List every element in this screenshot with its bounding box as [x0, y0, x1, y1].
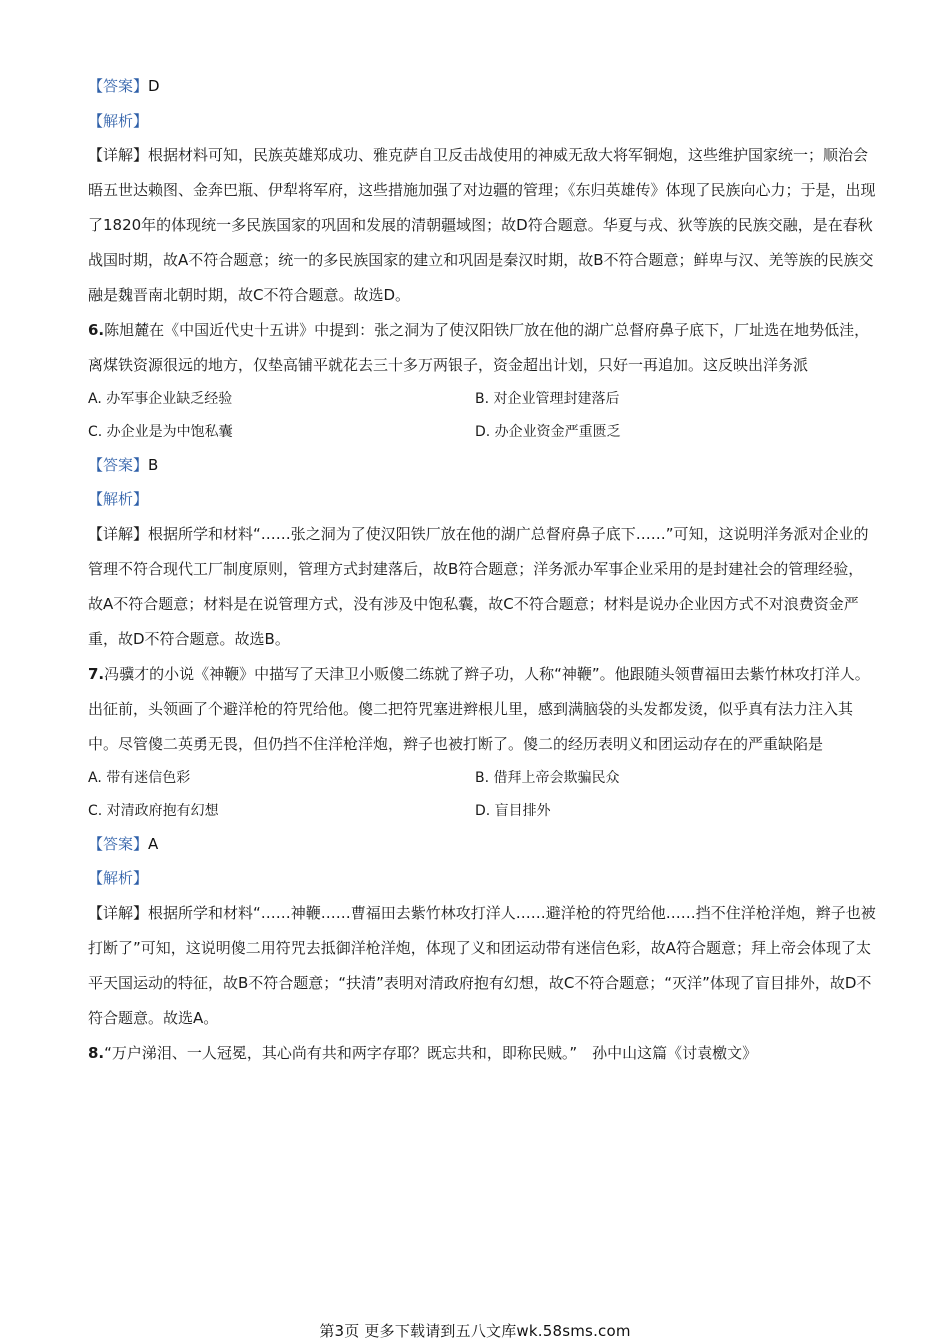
option-a: A. 带有迷信色彩 — [88, 770, 191, 786]
answer-value: D — [148, 77, 160, 95]
detail-label: 【详解】 — [88, 904, 149, 922]
answer-value: B — [148, 456, 159, 474]
question-stem: 陈旭麓在《中国近代史十五讲》中提到：张之洞为了使汉阳铁厂放在他的湖广总督府鼻子底下，厂址选在地势低洼，离煤铁资源很远的地方，仅垫高铺平就花去三十多万两银子，资金超出计划，只好一再追加。这反映出洋务派 — [88, 321, 870, 374]
question-stem: 冯骥才的小说《神鞭》中描写了天津卫小贩傻二练就了辫子功，人称“神鞭”。他跟随头领曹福田去紫竹林攻打洋人。出征前，头领画了个避洋枪的符咒给他。傻二把符咒塞进辫根儿里，感到满脑袋的头发都发烫，似乎真有法力注入其中。尽管傻二英勇无畏，但仍挡不住洋枪洋炮，辫子也被打断了。傻二的经历表明义和团运动存在的严重缺陷是 — [88, 665, 870, 753]
option-c: C. 办企业是为中饱私囊 — [88, 424, 233, 440]
option-d: D. 盲目排外 — [475, 803, 551, 819]
q5-answer-line — [88, 76, 878, 96]
q5-analysis-label — [88, 111, 878, 131]
q5-detail — [88, 138, 878, 313]
option-c: C. 对清政府抱有幻想 — [88, 803, 219, 819]
q7-stem — [88, 657, 878, 762]
q6-options-row2 — [88, 416, 878, 449]
q7-options-row1 — [88, 762, 878, 795]
q6-analysis-label — [88, 482, 878, 517]
detail-text: 根据所学和材料“……神鞭……曹福田去紫竹林攻打洋人……避洋枪的符咒给他……挡不住洋枪洋炮，辫子也被打断了”可知，这说明傻二用符咒去抵御洋枪洋炮，体现了义和团运动带有迷信色彩，故A符合题意；拜上帝会体现了太平天国运动的特征，故B不符合题意；“扶清”表明对清政府抱有幻想，故C不符合题意；“灭洋”体现了盲目排外，故D不符合题意。故选A。 — [88, 904, 876, 1027]
answer-label: 【答案】 — [88, 77, 149, 95]
answer-label: 【答案】 — [88, 456, 149, 474]
analysis-label: 【解析】 — [88, 869, 149, 887]
option-b: B. 借拜上帝会欺骗民众 — [475, 770, 620, 786]
option-b: B. 对企业管理封建落后 — [475, 391, 620, 407]
q7-options-row2 — [88, 795, 878, 828]
q6-options-row1 — [88, 383, 878, 416]
detail-text: 根据所学和材料“……张之洞为了使汉阳铁厂放在他的湖广总督府鼻子底下……”可知，这说明洋务派对企业的管理不符合现代工厂制度原则，管理方式封建落后，故B符合题意；洋务派办军事企业采用的是封建社会的管理经验，故A不符合题意；材料是在说管理方式，没有涉及中饱私囊，故C不符合题意；材料是说办企业因方式不对浪费资金严重，故D不符合题意。故选B。 — [88, 525, 869, 648]
document-page — [88, 76, 878, 1071]
answer-value: A — [148, 835, 159, 853]
detail-label: 【详解】 — [88, 146, 149, 164]
q8-stem — [88, 1036, 878, 1071]
q6-stem — [88, 313, 878, 383]
detail-text: 根据材料可知，民族英雄郑成功、雅克萨自卫反击战使用的神威无敌大将军铜炮，这些维护国家统一；顺治会晤五世达赖图、金奔巴瓶、伊犁将军府，这些措施加强了对边疆的管理；《东归英雄传》体现了民族向心力；于是，出现了1820年的体现统一多民族国家的巩固和发展的清朝疆域图；故D符合题意。华夏与戎、狄等族的民族交融，是在春秋战国时期，故A不符合题意；统一的多民族国家的建立和巩固是秦汉时期，故B不符合题意；鲜卑与汉、羌等族的民族交融是魏晋南北朝时期，故C不符合题意。故选D。 — [88, 146, 876, 304]
q7-analysis-label — [88, 861, 878, 896]
question-number: 7. — [88, 665, 105, 683]
question-number: 6. — [88, 321, 105, 339]
q6-answer-line — [88, 449, 878, 482]
analysis-label: 【解析】 — [88, 490, 149, 508]
answer-label: 【答案】 — [88, 835, 149, 853]
analysis-label: 【解析】 — [88, 112, 149, 130]
q6-detail — [88, 517, 878, 657]
question-stem: “万户涕泪、一人冠冕，其心尚有共和两字存耶？既忘共和，即称民贼。” 孙中山这篇《讨袁檄文》 — [104, 1044, 758, 1062]
option-a: A. 办军事企业缺乏经验 — [88, 391, 233, 407]
q7-detail — [88, 896, 878, 1036]
question-number: 8. — [88, 1044, 105, 1062]
option-d: D. 办企业资金严重匮乏 — [475, 424, 621, 440]
page-footer: 第3页 更多下载请到五八文库wk.58sms.com — [319, 1322, 631, 1340]
detail-label: 【详解】 — [88, 525, 149, 543]
q7-answer-line — [88, 828, 878, 861]
